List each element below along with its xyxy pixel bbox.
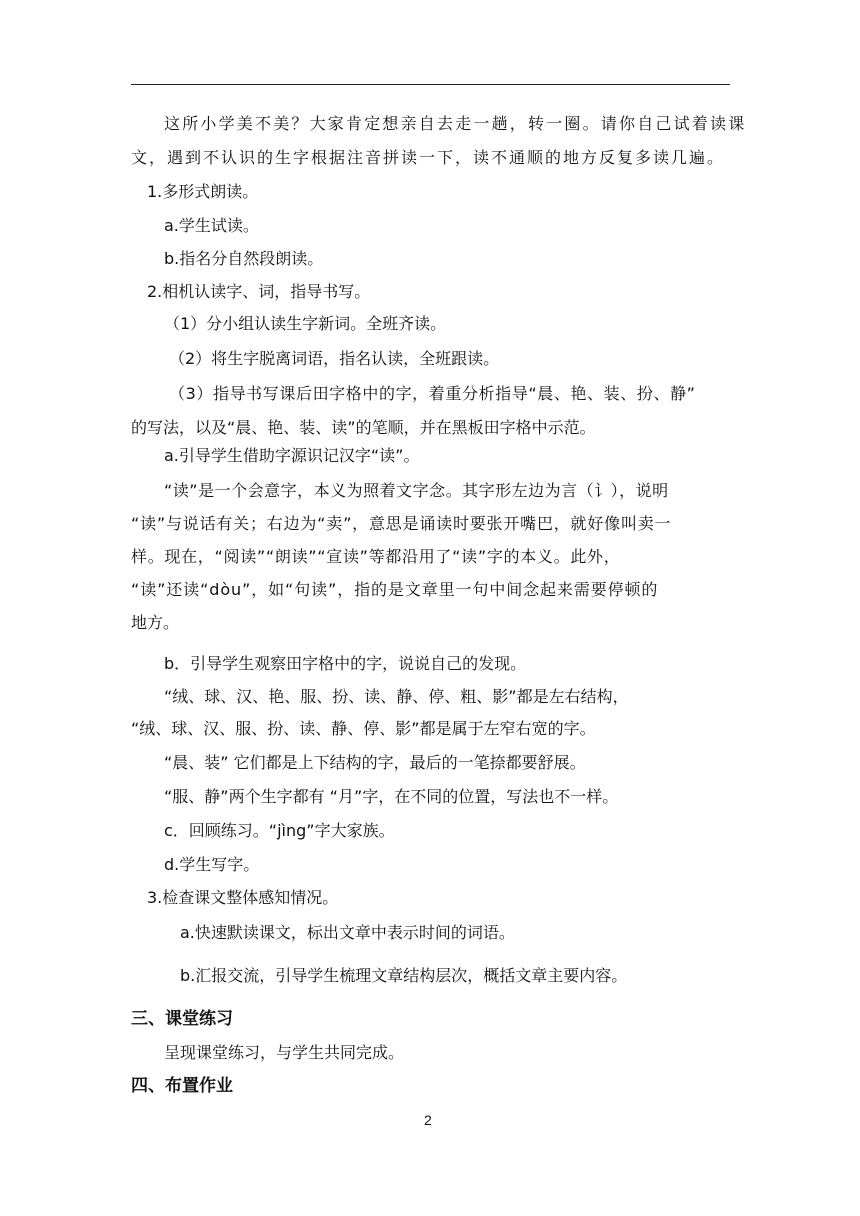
text-line: “绒、球、汉、服、扮、读、静、停、影”都是属于左窄右宽的字。 [131, 719, 596, 738]
text-line: 1.多形式朗读。 [147, 182, 259, 201]
text-line: （2）将生字脱离词语，指名认读，全班跟读。 [169, 349, 500, 368]
text-line: “绒、球、汉、艳、服、扮、读、静、停、粗、影”都是左右结构， [164, 687, 629, 706]
text-line: 2.相机认读字、词，指导书写。 [147, 282, 371, 301]
text-line: c．回顾练习。“jìng”字大家族。 [164, 821, 395, 840]
text-line: “读”是一个会意字，本义为照着文字念。其字形左边为言（讠），说明 [164, 481, 669, 500]
text-line: “晨、装” 它们都是上下结构的字，最后的一笔捺都要舒展。 [164, 753, 586, 772]
text-line: 这所小学美不美？大家肯定想亲自去走一趟，转一圈。请你自己试着读课 [164, 114, 747, 133]
text-line: d.学生写字。 [164, 855, 260, 874]
text-line: 3.检查课文整体感知情况。 [147, 888, 339, 907]
text-line: “读”与说话有关；右边为“卖”，意思是诵读时要张开嘴巴，就好像叫卖一 [131, 514, 672, 533]
text-line: “读”还读“dòu”，如“句读”，指的是文章里一句中间念起来需要停顿的 [131, 580, 659, 599]
text-line: b.汇报交流，引导学生梳理文章结构层次，概括文章主要内容。 [180, 966, 628, 985]
text-line: a.引导学生借助字源识记汉字“读”。 [164, 446, 420, 465]
text-line: 样。现在，“阅读”“朗读”“宣读”等都沿用了“读”字的本义。此外， [131, 547, 621, 566]
header-rule [131, 84, 730, 85]
text-line: （3）指导书写课后田字格中的字，着重分析指导“晨、艳、装、扮、静” [169, 384, 696, 403]
text-line: “服、静”两个生字都有 “月”字，在不同的位置，写法也不一样。 [164, 787, 619, 806]
text-line: 的写法，以及“晨、艳、装、读”的笔顺，并在黑板田字格中示范。 [131, 418, 596, 437]
section-heading: 四、布置作业 [131, 1076, 233, 1096]
text-line: b．引导学生观察田字格中的字，说说自己的发现。 [164, 654, 527, 673]
page-number: 2 [424, 1112, 432, 1128]
text-line: 地方。 [131, 613, 180, 632]
text-line: a.快速默读课文，标出文章中表示时间的词语。 [180, 923, 515, 942]
text-line: （1）分小组认读生字新词。全班齐读。 [164, 314, 447, 333]
section-heading: 三、课堂练习 [131, 1009, 233, 1029]
text-line: b.指名分自然段朗读。 [164, 249, 324, 268]
section-text: 呈现课堂练习，与学生共同完成。 [164, 1043, 405, 1062]
text-line: 文，遇到不认识的生字根据注音拼读一下，读不通顺的地方反复多读几遍。 [131, 148, 726, 167]
text-line: a.学生试读。 [164, 216, 259, 235]
